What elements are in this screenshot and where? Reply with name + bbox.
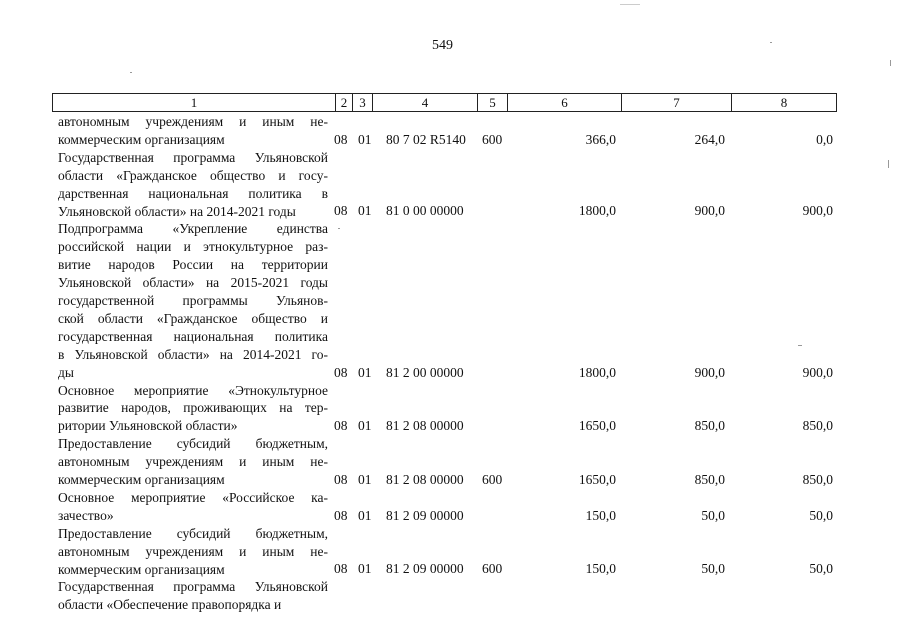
row-description — [58, 578, 328, 614]
column-header-4: 4 — [373, 94, 478, 111]
description-line: области «Гражданское общество и госу- — [58, 167, 328, 183]
cell-col-4: 81 2 08 00000 — [386, 471, 464, 487]
cell-col-4: 80 7 02 R5140 — [386, 131, 466, 147]
cell-col-6: 1650,0 — [578, 471, 616, 487]
table-row — [0, 149, 905, 221]
description-line: Государственная программа Ульяновской — [58, 149, 328, 165]
description-line: зачество» — [58, 507, 114, 523]
cell-col-4: 81 2 08 00000 — [386, 418, 464, 434]
cell-col-6: 150,0 — [585, 561, 616, 577]
description-line: в Ульяновской области» на 2014-2021 го- — [58, 346, 328, 362]
cell-col-4: 81 2 09 00000 — [386, 561, 464, 577]
page-number: 549 — [432, 38, 453, 53]
cell-col-6: 1800,0 — [578, 203, 616, 219]
row-description — [58, 113, 328, 149]
cell-col-5: 600 — [482, 471, 503, 487]
table-row — [0, 220, 905, 381]
cell-col-2: 08 — [334, 507, 348, 523]
scan-speck — [888, 160, 889, 168]
cell-col-3: 01 — [358, 418, 372, 434]
description-line: витие народов России на территории — [58, 257, 328, 273]
description-line: автономным учреждениям и иным не- — [58, 454, 328, 470]
column-header-6: 6 — [508, 94, 622, 111]
column-header-1: 1 — [53, 94, 336, 111]
row-description — [58, 489, 328, 525]
cell-col-8: 900,0 — [802, 203, 833, 219]
table-row — [0, 113, 905, 149]
description-line: Ульяновской области» на 2014-2021 годы — [58, 203, 296, 219]
cell-col-4: 81 2 09 00000 — [386, 507, 464, 523]
cell-col-5: 600 — [482, 131, 503, 147]
cell-col-4: 81 2 00 00000 — [386, 364, 464, 380]
table-row — [0, 489, 905, 525]
table-row — [0, 578, 905, 614]
description-line: ской области «Гражданское общество и — [58, 310, 328, 326]
scan-speck — [770, 42, 772, 43]
description-line: автономным учреждениям и иным не- — [58, 543, 328, 559]
description-line: Предоставление субсидий бюджетным, — [58, 436, 328, 452]
description-line: автономным учреждениям и иным не- — [58, 114, 328, 129]
cell-col-3: 01 — [358, 507, 372, 523]
cell-col-2: 08 — [334, 418, 348, 434]
description-line: коммерческим организациям — [58, 561, 225, 577]
scan-speck — [620, 4, 640, 5]
description-line: ритории Ульяновской области» — [58, 418, 238, 434]
table-header — [52, 93, 837, 112]
cell-col-2: 08 — [334, 364, 348, 380]
cell-col-7: 900,0 — [694, 364, 725, 380]
cell-col-6: 150,0 — [585, 507, 616, 523]
cell-col-6: 1800,0 — [578, 364, 616, 380]
description-line: Предоставление субсидий бюджетным, — [58, 525, 328, 541]
column-header-8: 8 — [780, 95, 788, 110]
cell-col-8: 0,0 — [816, 131, 833, 147]
row-description — [58, 435, 328, 489]
cell-col-2: 08 — [334, 561, 348, 577]
cell-col-7: 850,0 — [694, 471, 725, 487]
cell-col-8: 50,0 — [809, 507, 833, 523]
cell-col-7: 850,0 — [694, 418, 725, 434]
cell-col-3: 01 — [358, 131, 372, 147]
cell-col-8: 850,0 — [802, 471, 833, 487]
cell-col-7: 264,0 — [694, 131, 725, 147]
row-description — [58, 149, 328, 221]
cell-col-3: 01 — [358, 364, 372, 380]
row-description — [58, 525, 328, 579]
column-header-5: 5 — [478, 94, 508, 111]
description-line: Подпрограмма «Укрепление единства — [58, 221, 328, 237]
description-line: Основное мероприятие «Российское ка- — [58, 489, 328, 505]
scan-speck — [338, 228, 340, 229]
scan-speck — [130, 72, 132, 73]
description-line: коммерческим организациям — [58, 472, 225, 487]
description-line: Государственная программа Ульяновской — [58, 579, 328, 595]
cell-col-7: 900,0 — [694, 203, 725, 219]
description-line: российской нации и этнокультурное раз- — [58, 239, 328, 255]
cell-col-2: 08 — [334, 203, 348, 219]
cell-col-3: 01 — [358, 561, 372, 577]
description-line: области «Обеспечение правопорядка и — [58, 597, 282, 613]
description-line: дарственная национальная политика в — [58, 185, 328, 201]
cell-col-7: 50,0 — [701, 561, 725, 577]
table-row — [0, 435, 905, 489]
cell-col-3: 01 — [358, 203, 372, 219]
cell-col-6: 366,0 — [585, 131, 616, 147]
cell-col-3: 01 — [358, 471, 372, 487]
description-line: коммерческим организациям — [58, 131, 225, 147]
cell-col-8: 900,0 — [802, 364, 833, 380]
description-line: Ульяновской области» на 2015-2021 годы — [58, 275, 328, 291]
cell-col-7: 50,0 — [701, 507, 725, 523]
column-header-2: 2 — [336, 94, 353, 111]
description-line: Основное мероприятие «Этнокультурное — [58, 382, 328, 398]
table-row — [0, 525, 905, 579]
description-line: ды — [58, 364, 74, 380]
scan-speck — [798, 345, 802, 346]
table-row — [0, 382, 905, 436]
column-header-7: 7 — [622, 94, 732, 111]
cell-col-5: 600 — [482, 561, 503, 577]
cell-col-4: 81 0 00 00000 — [386, 203, 464, 219]
description-line: развитие народов, проживающих на тер- — [58, 400, 328, 416]
cell-col-8: 50,0 — [809, 561, 833, 577]
scan-speck — [890, 60, 891, 66]
cell-col-6: 1650,0 — [578, 418, 616, 434]
row-description — [58, 220, 328, 381]
column-header-3: 3 — [353, 94, 373, 111]
cell-col-8: 850,0 — [802, 418, 833, 434]
description-line: государственная национальная политика — [58, 328, 328, 344]
cell-col-2: 08 — [334, 471, 348, 487]
cell-col-2: 08 — [334, 131, 348, 147]
description-line: государственной программы Ульянов- — [58, 293, 328, 309]
row-description — [58, 382, 328, 436]
